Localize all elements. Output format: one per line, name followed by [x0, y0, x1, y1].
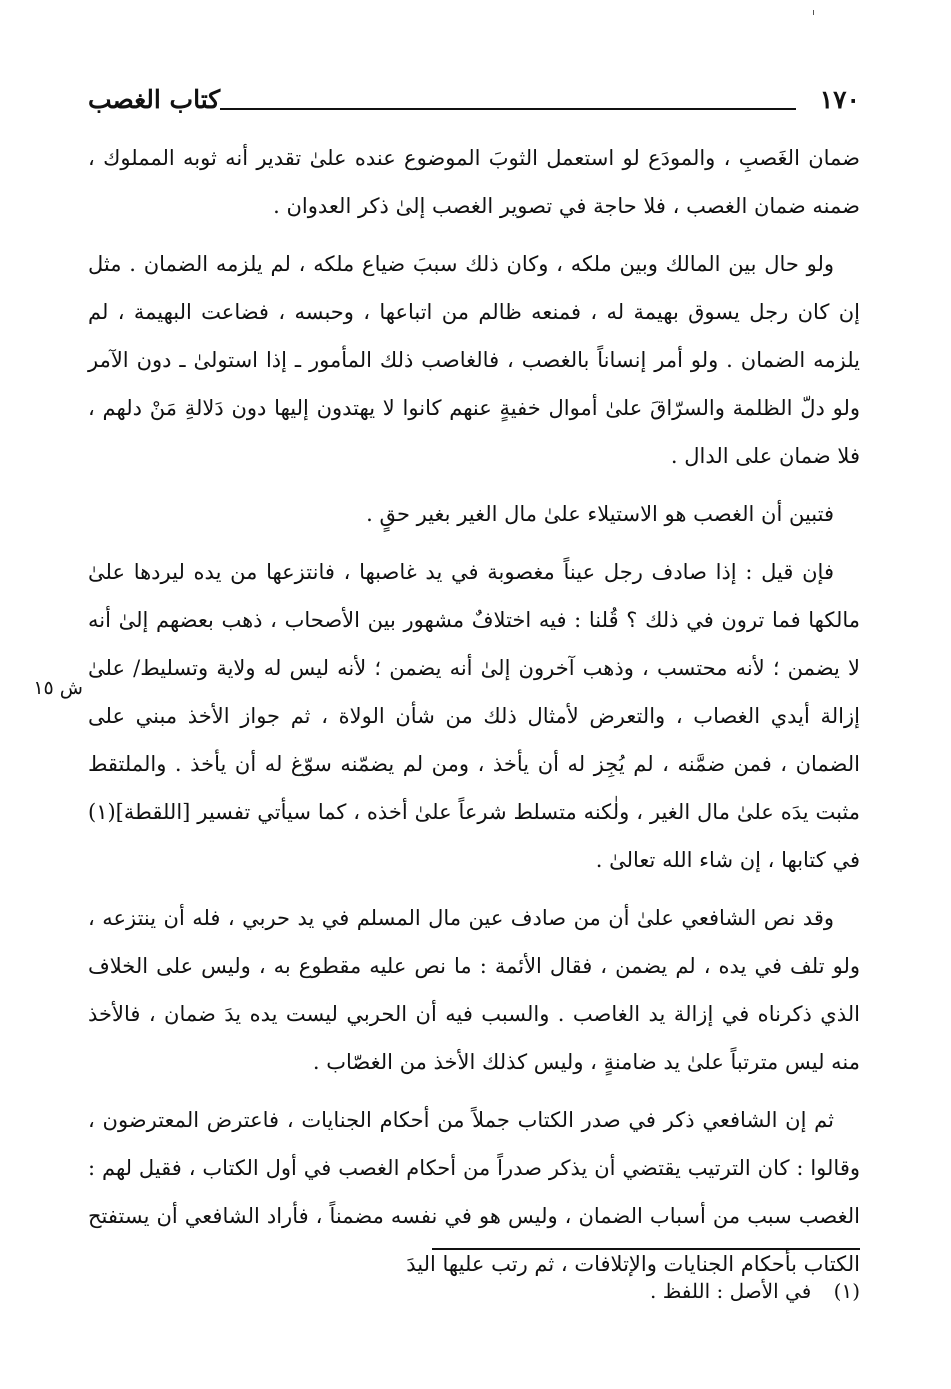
header-rule: [220, 108, 796, 110]
main-text: [88, 134, 860, 1298]
paragraph: ضمان الغَصبِ ، والمودَع لو استعمل الثوبَ الموضوع عنده علىٰ تقدير أنه ثوبه المملوك ، ضمنه ضمان الغصب ، فلا حاجة في تصوير الغصب إلىٰ ذكر العدوان .: [88, 146, 860, 218]
scan-mark: [813, 10, 814, 15]
paragraph: وقد نص الشافعي علىٰ أن من صادف عين مال المسلم في يد حربي ، فله أن ينتزعه ، ولو تلف في يده ، لم يضمن ، فقال الأئمة : ما نص عليه مقطوع به ، وليس على الخلاف الذي ذكرناه في إزالة يد الغاصب . والسبب فيه أن الحربي ليست يده يدَ ضمان ، فالأخذ منه ليس مترتباً علىٰ يد ضامنةٍ ، وليس كذلك الأخذ من الغصّاب .: [88, 906, 860, 1074]
margin-note: ش ١٥: [33, 677, 83, 699]
paragraph: فإن قيل : إذا صادف رجل عيناً مغصوبة في يد غاصبها ، فانتزعها من يده ليردها علىٰ مالكها فما ترون في ذلك ؟ قُلنا : فيه اختلافٌ مشهور بين الأصحاب ، ذهب بعضهم إلىٰ أنه لا يضمن ؛ لأنه محتسب ، وذهب آخرون إلىٰ أنه يضمن ؛ لأنه ليس له ولاية وتسليط/ علىٰ إزالة أيدي الغصاب ، والتعرض لأمثال ذلك من شأن الولاة ، ثم جواز الأخذ مبني على الضمان ، فمن ضمَّنه ، لم يُجِز له أن يأخذ ، ومن لم يضمّنه سوّغ له أن يأخذ . والملتقط مثبت يدَه علىٰ مال الغير ، ولٰكنه متسلط شرعاً علىٰ أخذه ، كما سيأتي تفسير [اللقطة](١) في كتابها ، إن شاء الله تعالىٰ .: [88, 560, 860, 872]
running-header: [88, 84, 860, 124]
paragraph: ولو حال بين المالك وبين ملكه ، وكان ذلك سببَ ضياع ملكه ، لم يلزمه الضمان . مثل إن كان رجل يسوق بهيمة له ، فمنعه ظالم من اتباعها ، وحبسه ، فضاعت البهيمة ، لم يلزمه الضمان . ولو أمر إنساناً بالغصب ، فالغاصب ذلك المأمور ـ إذا استولىٰ ـ دون الآمر ولو دلّ الظلمة والسرّاقَ علىٰ أموال خفيةٍ عنهم كانوا لا يهتدون إليها دون دَلالةِ مَنْ دلهم ، فلا ضمان على الدال .: [88, 252, 860, 468]
footnote-number: (١): [833, 1279, 860, 1303]
paragraph: فتبين أن الغصب هو الاستيلاء علىٰ مال الغير بغير حقٍ .: [366, 502, 834, 526]
page-number: ١٧٠: [819, 85, 860, 114]
footnote-text: في الأصل : اللفظ .: [650, 1279, 812, 1303]
book-title: كتاب الغصب: [88, 85, 221, 114]
paragraph: ثم إن الشافعي ذكر في صدر الكتاب جملاً من أحكام الجنايات ، فاعترض المعترضون ، وقالوا : كان الترتيب يقتضي أن يذكر صدراً من أحكام الغصب في أول الكتاب ، فقيل لهم : الغصب سبب من أسباب الضمان ، وليس هو في نفسه مضمناً ، فأراد الشافعي أن يستفتح الكتاب بأحكام الجنايات والإتلافات ، ثم رتب عليها اليدَ: [88, 1108, 860, 1276]
footnote-separator: [432, 1248, 860, 1250]
footnote: [650, 1276, 860, 1306]
